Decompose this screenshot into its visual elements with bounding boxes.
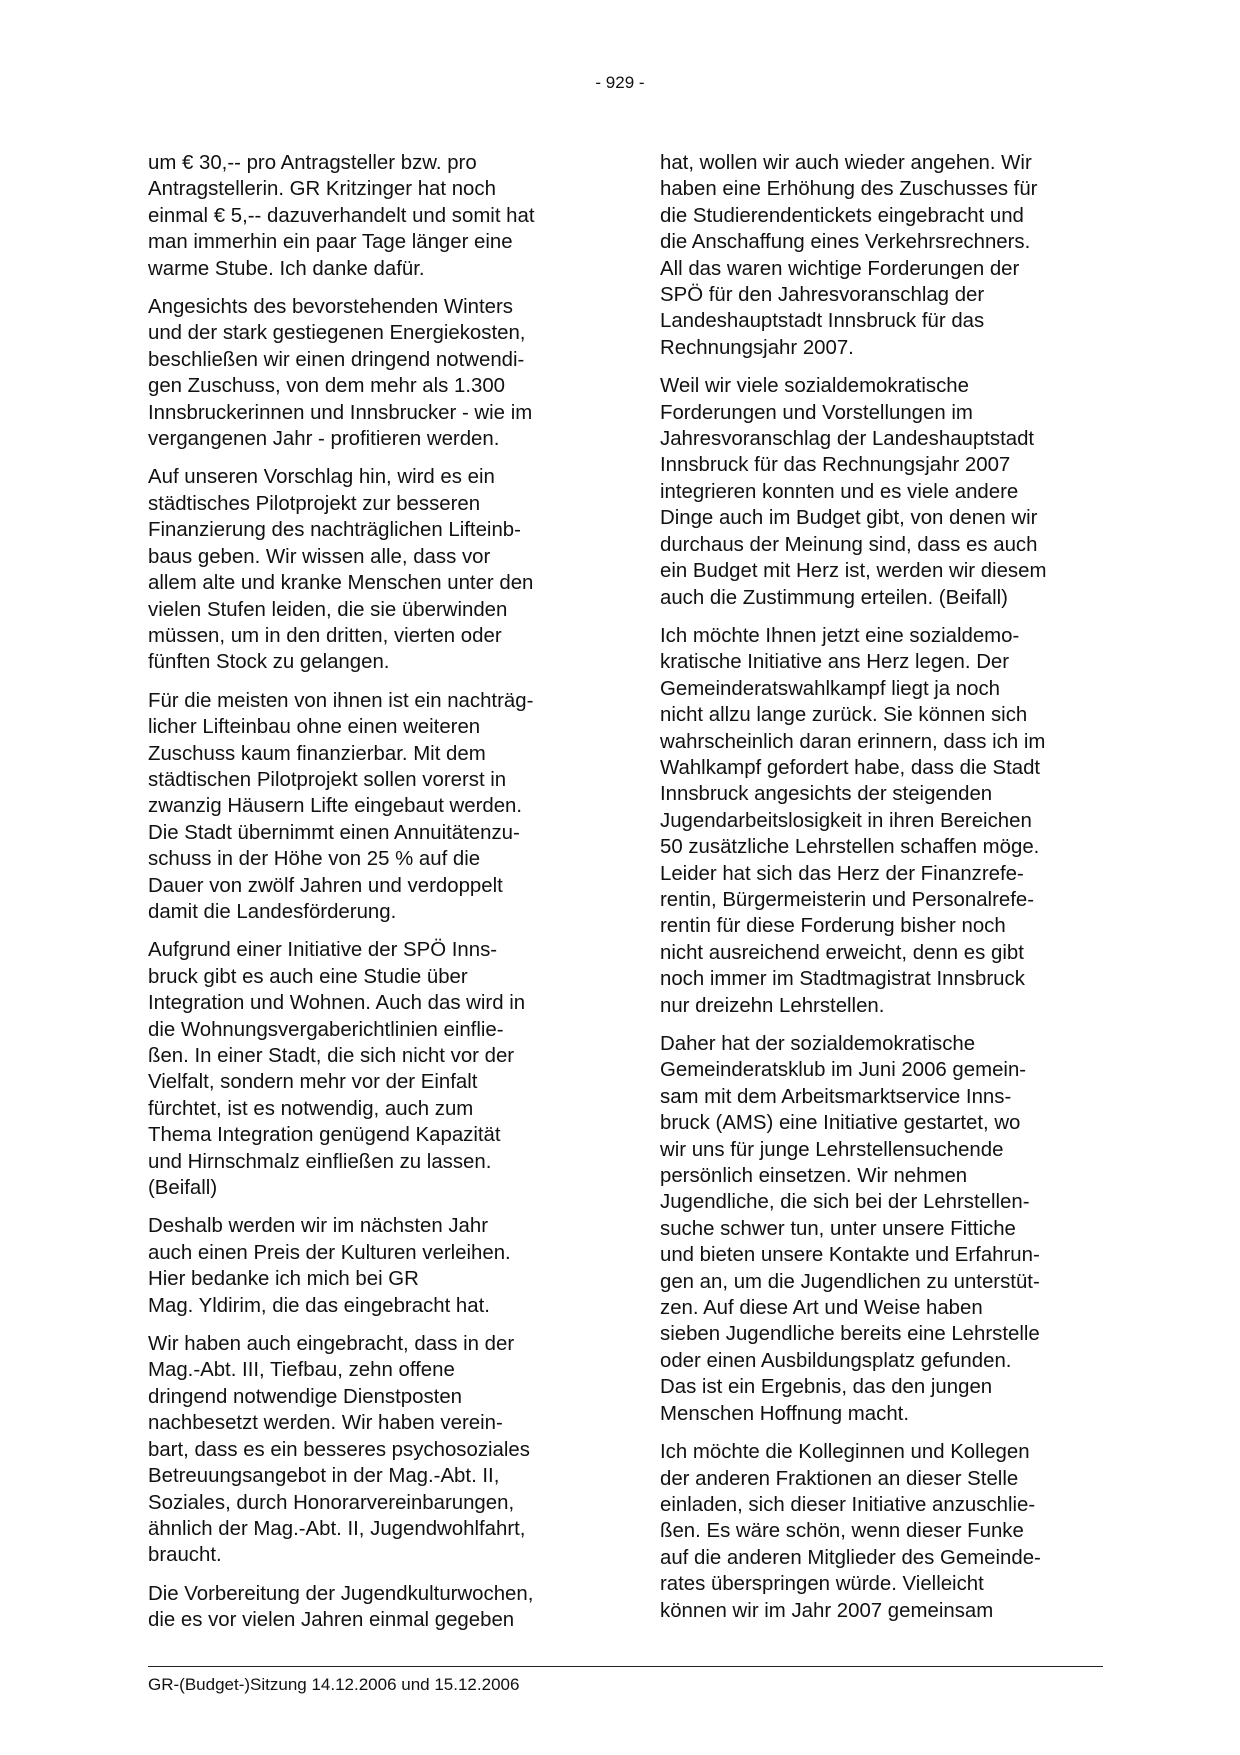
text-line: und Hirnschmalz einfließen zu lassen. (148, 1150, 492, 1173)
paragraph (148, 464, 606, 675)
text-line: dringend notwendige Dienstposten (148, 1385, 463, 1408)
text-line: vielen Stufen leiden, die sie überwinden (148, 598, 508, 621)
text-line: damit die Landesförderung. (148, 900, 397, 923)
paragraph (660, 1439, 1118, 1624)
text-line: Finanzierung des nachträglichen Lifteinb- (148, 519, 521, 542)
text-line: Integration und Wohnen. Auch das wird in (148, 992, 526, 1015)
text-line: die Wohnungsvergaberichtlinien einflie- (148, 1018, 504, 1041)
text-line: Soziales, durch Honorarvereinbarungen, (148, 1491, 515, 1514)
text-line: Rechnungsjahr 2007. (660, 336, 854, 359)
footer-session-info: GR-(Budget-)Sitzung 14.12.2006 und 15.12.2006 (148, 1675, 520, 1694)
text-line: 50 zusätzliche Lehrstellen schaffen möge. (660, 836, 1040, 859)
text-line: Mag.-Abt. III, Tiefbau, zehn offene (148, 1359, 455, 1382)
text-line: man immerhin ein paar Tage länger eine (148, 231, 513, 254)
text-line: ein Budget mit Herz ist, werden wir diesem (660, 560, 1047, 583)
text-line: bruck (AMS) eine Initiative gestartet, wo (660, 1112, 1021, 1135)
text-line: vergangenen Jahr - profitieren werden. (148, 428, 500, 451)
text-line: Dauer von zwölf Jahren und verdoppelt (148, 874, 503, 897)
text-line: Aufgrund einer Initiative der SPÖ Inns- (148, 939, 498, 962)
text-line: noch immer im Stadtmagistrat Innsbruck (660, 968, 1025, 991)
paragraph (148, 1331, 606, 1569)
text-line: städtisches Pilotprojekt zur besseren (148, 492, 481, 515)
text-line: Für die meisten von ihnen ist ein nachträg- (148, 689, 534, 712)
text-line: Innsbruck angesichts der steigenden (660, 783, 993, 806)
text-line: braucht. (148, 1544, 222, 1567)
text-line: und bieten unsere Kontakte und Erfahrun- (660, 1244, 1040, 1267)
text-line: baus geben. Wir wissen alle, dass vor (148, 545, 491, 568)
text-line: Innsbruck für das Rechnungsjahr 2007 (660, 454, 1011, 477)
paragraph (148, 1581, 606, 1634)
text-line: können wir im Jahr 2007 gemeinsam (660, 1599, 994, 1622)
text-line: fürchtet, ist es notwendig, auch zum (148, 1097, 474, 1120)
text-line: licher Lifteinbau ohne einen weiteren (148, 716, 481, 739)
paragraph (148, 688, 606, 926)
paragraph (660, 1031, 1118, 1427)
paragraph (148, 294, 606, 452)
text-line: Hier bedanke ich mich bei GR (148, 1268, 419, 1291)
text-line: wir uns für junge Lehrstellensuchende (660, 1138, 1004, 1161)
text-line: Jugendarbeitslosigkeit in ihren Bereichen (660, 809, 1032, 832)
paragraph (660, 373, 1118, 611)
text-line: warme Stube. Ich danke dafür. (148, 257, 425, 280)
right-text-column (660, 150, 1118, 1636)
text-line: sieben Jugendliche bereits eine Lehrstelle (660, 1323, 1040, 1346)
text-line: schuss in der Höhe von 25 % auf die (148, 848, 481, 871)
text-line: ßen. In einer Stadt, die sich nicht vor der (148, 1045, 515, 1067)
text-line: wahrscheinlich daran erinnern, dass ich im (660, 730, 1046, 753)
text-line: Gemeinderatswahlkampf liegt ja noch (660, 677, 1001, 700)
text-line: Forderungen und Vorstellungen im (660, 401, 973, 424)
text-line: auch einen Preis der Kulturen verleihen. (148, 1241, 511, 1264)
text-line: der anderen Fraktionen an dieser Stelle (660, 1467, 1019, 1490)
text-line: rentin für diese Forderung bisher noch (660, 915, 1006, 938)
paragraph (148, 937, 606, 1201)
text-line: zen. Auf diese Art und Weise haben (660, 1297, 983, 1320)
paragraph (660, 623, 1118, 1019)
footer-divider (148, 1666, 1103, 1667)
text-line: kratische Initiative ans Herz legen. Der (660, 651, 1010, 674)
text-line: Ich möchte die Kolleginnen und Kollegen (660, 1441, 1030, 1464)
text-line: bruck gibt es auch eine Studie über (148, 965, 468, 988)
text-line: gen Zuschuss, von dem mehr als 1.300 (148, 375, 506, 398)
text-line: einmal € 5,-- dazuverhandelt und somit hat (148, 204, 535, 227)
text-line: Jugendliche, die sich bei der Lehrstellen- (660, 1191, 1030, 1214)
text-line: die Studierendentickets eingebracht und (660, 204, 1024, 227)
text-line: sam mit dem Arbeitsmarktservice Inns- (660, 1085, 1012, 1108)
text-line: Wir haben auch eingebracht, dass in der (148, 1333, 515, 1356)
text-line: (Beifall) (148, 1177, 218, 1200)
text-line: rentin, Bürgermeisterin und Personalrefe- (660, 888, 1035, 911)
text-line: nicht allzu lange zurück. Sie können sich (660, 704, 1028, 727)
paragraph (148, 150, 606, 282)
text-line: persönlich einsetzen. Wir nehmen (660, 1165, 968, 1188)
text-line: Innsbruckerinnen und Innsbrucker - wie im (148, 401, 533, 424)
text-line: SPÖ für den Jahresvoranschlag der (660, 284, 985, 307)
text-line: nicht ausreichend erweicht, denn es gibt (660, 941, 1024, 964)
text-line: städtischen Pilotprojekt sollen vorerst in (148, 768, 507, 791)
text-line: nur dreizehn Lehrstellen. (660, 994, 885, 1017)
text-line: die Anschaffung eines Verkehrsrechners. (660, 231, 1031, 254)
text-line: Landeshauptstadt Innsbruck für das (660, 310, 985, 333)
text-line: beschließen wir einen dringend notwendi- (148, 348, 525, 371)
text-line: Angesichts des bevorstehenden Winters (148, 296, 513, 319)
paragraph (148, 1213, 606, 1319)
text-line: Betreuungsangebot in der Mag.-Abt. II, (148, 1465, 500, 1488)
text-line: Die Vorbereitung der Jugendkulturwochen, (148, 1582, 534, 1605)
text-line: allem alte und kranke Menschen unter den (148, 572, 534, 595)
text-line: hat, wollen wir auch wieder angehen. Wir (660, 152, 1032, 174)
paragraph (660, 150, 1118, 361)
text-line: ähnlich der Mag.-Abt. II, Jugendwohlfahrt, (148, 1517, 526, 1540)
text-line: Mag. Yldirim, die das eingebracht hat. (148, 1294, 490, 1317)
left-text-column (148, 150, 606, 1646)
text-line: rates überspringen würde. Vielleicht (660, 1573, 984, 1596)
text-line: Auf unseren Vorschlag hin, wird es ein (148, 466, 495, 489)
text-line: Menschen Hoffnung macht. (660, 1402, 909, 1425)
text-line: Vielfalt, sondern mehr vor der Einfalt (148, 1071, 478, 1094)
page-number: - 929 - (595, 73, 645, 92)
text-line: bart, dass es ein besseres psychosoziales (148, 1438, 530, 1461)
text-line: suche schwer tun, unter unsere Fittiche (660, 1217, 1016, 1240)
text-line: auf die anderen Mitglieder des Gemeinde- (660, 1546, 1041, 1569)
text-line: durchaus der Meinung sind, dass es auch (660, 533, 1038, 556)
text-line: um € 30,-- pro Antragsteller bzw. pro (148, 152, 477, 174)
text-line: Leider hat sich das Herz der Finanzrefe- (660, 862, 1024, 885)
text-line: Dinge auch im Budget gibt, von denen wir (660, 507, 1038, 530)
text-line: Wahlkampf gefordert habe, dass die Stadt (660, 756, 1041, 779)
text-line: und der stark gestiegenen Energiekosten, (148, 322, 526, 345)
text-line: Zuschuss kaum finanzierbar. Mit dem (148, 742, 486, 765)
text-line: All das waren wichtige Forderungen der (660, 257, 1020, 280)
text-line: einladen, sich dieser Initiative anzuschlie- (660, 1493, 1036, 1516)
text-line: zwanzig Häusern Lifte eingebaut werden. (148, 795, 523, 818)
text-line: Gemeinderatsklub im Juni 2006 gemein- (660, 1059, 1027, 1082)
text-line: Deshalb werden wir im nächsten Jahr (148, 1215, 488, 1238)
text-line: auch die Zustimmung erteilen. (Beifall) (660, 586, 1008, 609)
text-line: gen an, um die Jugendlichen zu unterstüt- (660, 1270, 1040, 1293)
text-line: Das ist ein Ergebnis, das den jungen (660, 1376, 993, 1399)
text-line: Die Stadt übernimmt einen Annuitätenzu- (148, 821, 520, 844)
text-line: integrieren konnten und es viele andere (660, 480, 1019, 503)
text-line: Daher hat der sozialdemokratische (660, 1033, 976, 1055)
text-line: oder einen Ausbildungsplatz gefunden. (660, 1349, 1012, 1372)
text-line: Jahresvoranschlag der Landeshauptstadt (660, 428, 1035, 451)
text-line: haben eine Erhöhung des Zuschusses für (660, 178, 1038, 201)
text-line: nachbesetzt werden. Wir haben verein- (148, 1412, 503, 1435)
text-line: ßen. Es wäre schön, wenn dieser Funke (660, 1520, 1024, 1543)
text-line: die es vor vielen Jahren einmal gegeben (148, 1609, 515, 1632)
text-line: Thema Integration genügend Kapazität (148, 1124, 501, 1147)
text-line: müssen, um in den dritten, vierten oder (148, 624, 502, 647)
text-line: Ich möchte Ihnen jetzt eine sozialdemo- (660, 624, 1020, 647)
text-line: Antragstellerin. GR Kritzinger hat noch (148, 178, 496, 201)
text-line: fünften Stock zu gelangen. (148, 651, 390, 674)
text-line: Weil wir viele sozialdemokratische (660, 375, 969, 398)
